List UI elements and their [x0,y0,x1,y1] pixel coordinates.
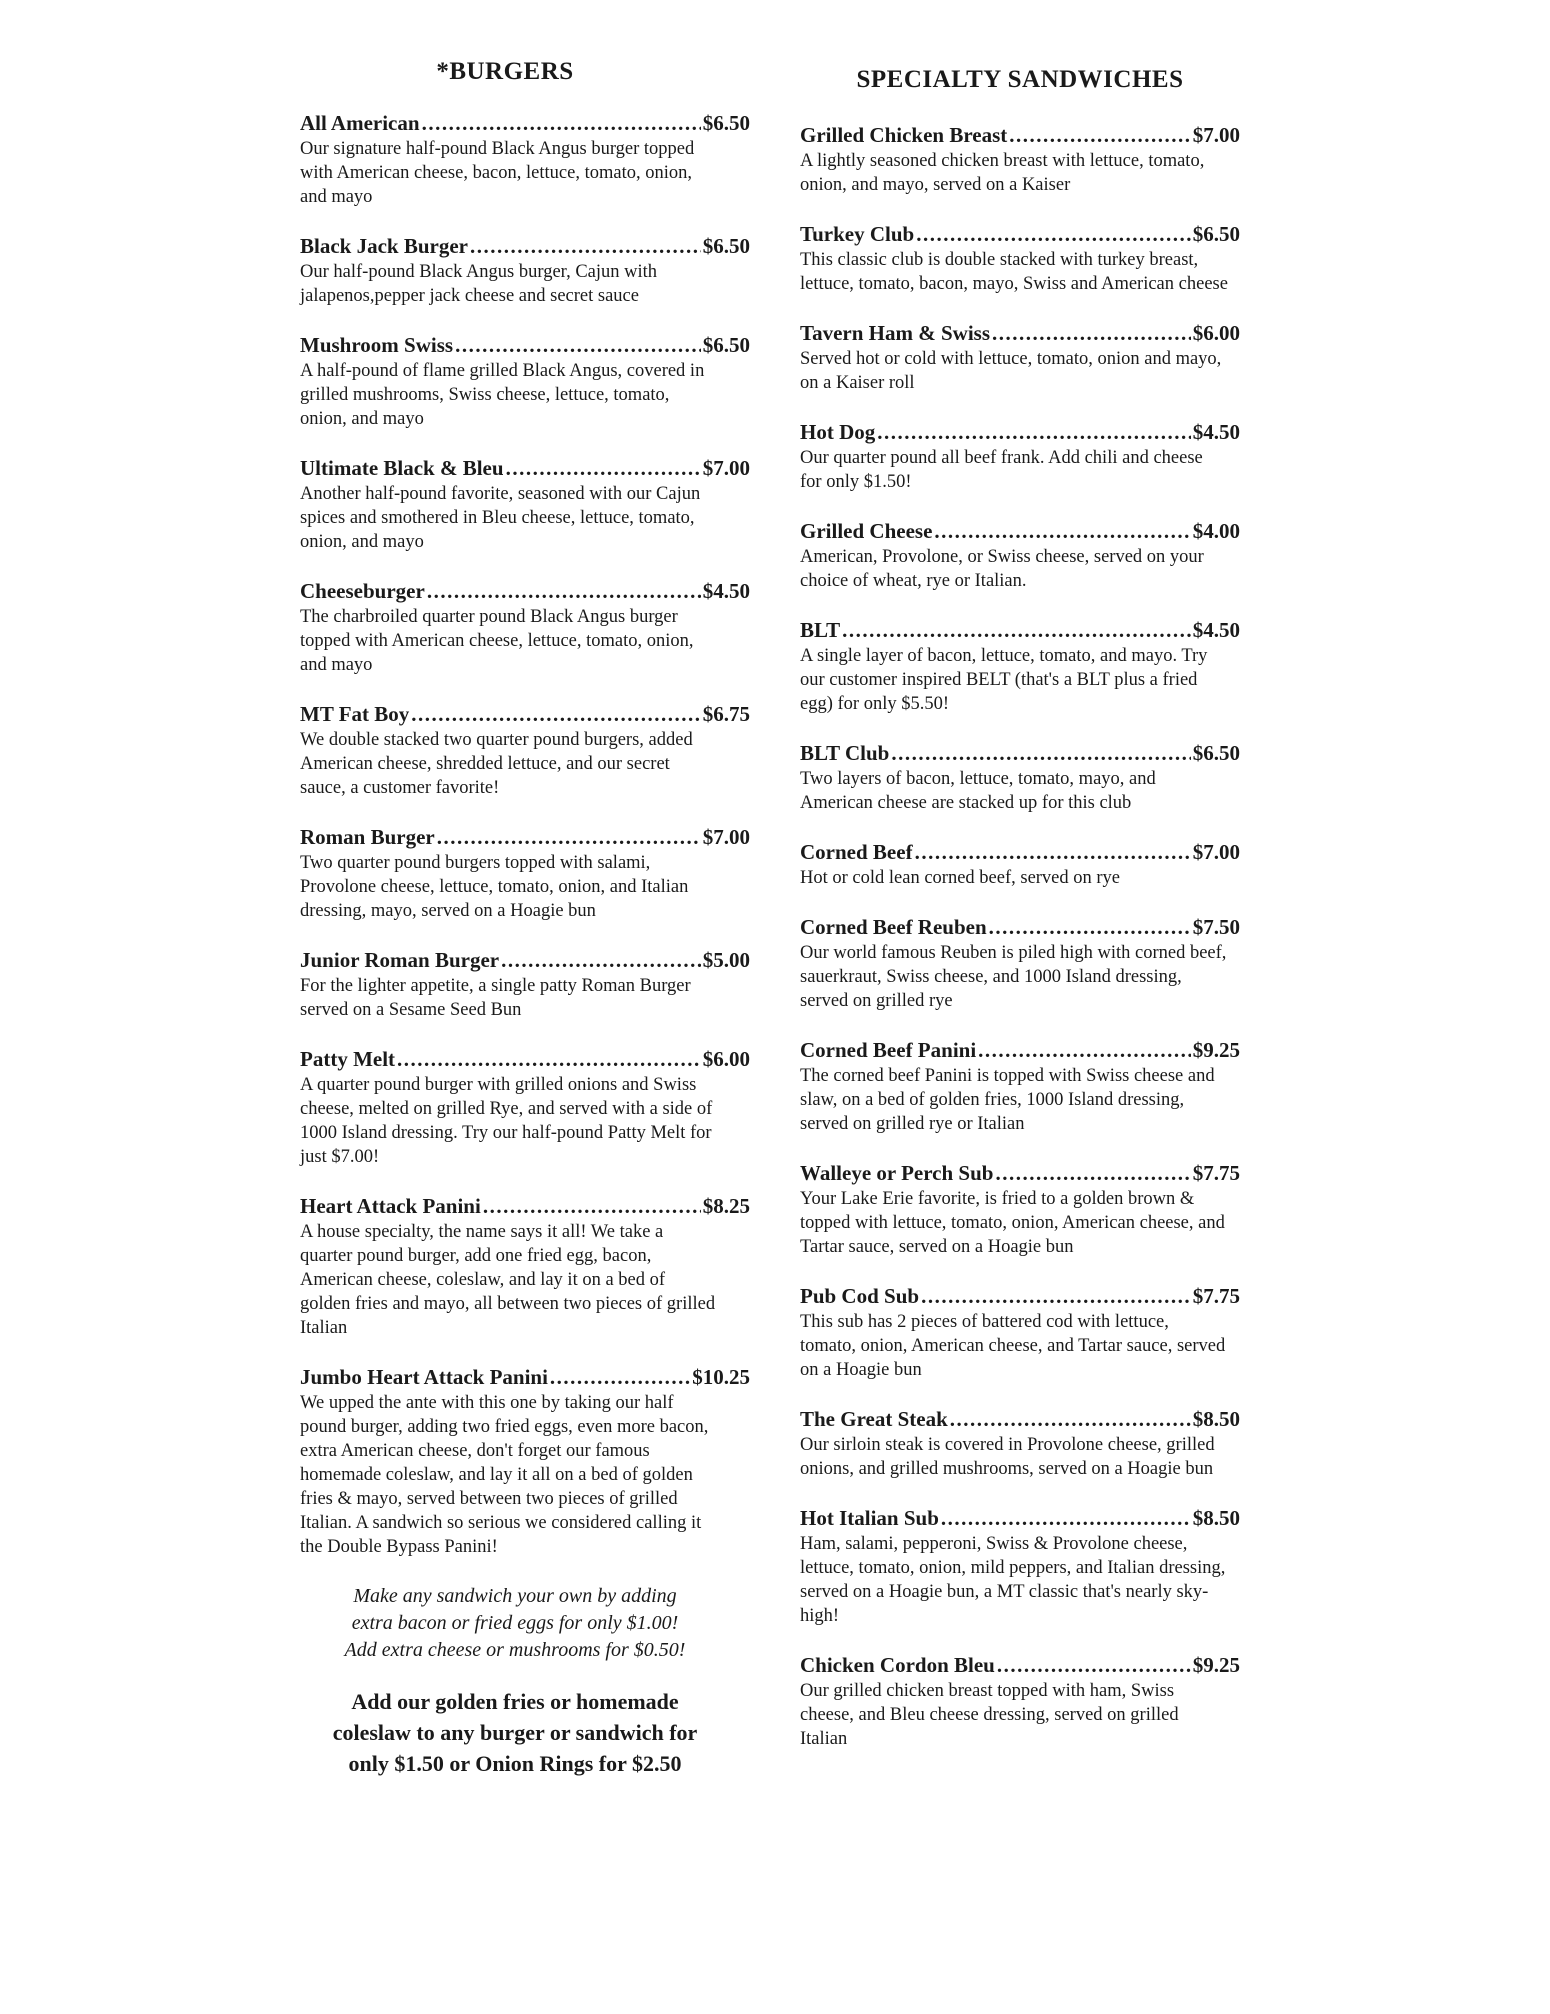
menu-item [800,419,1240,494]
menu-item-price: $6.50 [702,333,750,357]
menu-item-name: MT Fat Boy [300,702,410,726]
burgers-section-title: *BURGERS [436,58,574,85]
menu-item-header [800,617,1240,643]
menu-item-price: $9.25 [1192,1038,1240,1062]
note-line: Make any sandwich your own by adding [353,1585,677,1607]
dot-leader [411,701,700,727]
menu-item-price: $8.50 [1192,1407,1240,1431]
menu-item-description: Two layers of bacon, lettuce, tomato, mayo, and American cheese are stacked up for this club [800,769,1156,813]
menu-item-name: Corned Beef [800,840,913,864]
addon-line: only $1.50 or Onion Rings for $2.50 [348,1751,682,1776]
menu-item-name: Mushroom Swiss [300,333,454,357]
menu-item-description: Ham, salami, pepperoni, Swiss & Provolone cheese, lettuce, tomato, onion, mild peppers, and Italian dressing, served on a Hoagie bun, a MT classic that's nearly sky-high! [800,1534,1226,1626]
menu-item-description: A quarter pound burger with grilled onions and Swiss cheese, melted on grilled Rye, and served with a side of 1000 Island dressing. Try our half-pound Patty Melt for just $7.00! [300,1075,713,1167]
menu-item-header [300,578,750,604]
menu-item [800,518,1240,593]
menu-item-description: This sub has 2 pieces of battered cod with lettuce, tomato, onion, American cheese, and Tartar sauce, served on a Hoagie bun [800,1312,1226,1380]
menu-item-price: $4.50 [702,579,750,603]
menu-item-header [800,1406,1240,1432]
menu-item-name: Corned Beef Reuben [800,915,987,939]
note-line: extra bacon or fried eggs for only $1.00! [351,1612,679,1634]
menu-item-header [300,110,750,136]
menu-item-description: Two quarter pound burgers topped with salami, Provolone cheese, lettuce, tomato, onion, and Italian dressing, mayo, served on a Hoagie bun [300,853,689,921]
menu-item-header [800,320,1240,346]
dot-leader [501,947,701,973]
menu-item-name: Grilled Chicken Breast [800,123,1008,147]
menu-item-header [800,122,1240,148]
menu-item-price: $7.00 [702,456,750,480]
menu-item-header [300,701,750,727]
menu-item-header [800,221,1240,247]
menu-item-header [300,233,750,259]
dot-leader [941,1505,1191,1531]
dot-leader [989,914,1191,940]
menu-item-description: Our world famous Reuben is piled high with corned beef, sauerkraut, Swiss cheese, and 1000 Island dressing, served on grilled rye [800,943,1227,1011]
menu-item-name: Junior Roman Burger [300,948,500,972]
menu-item-name: Hot Dog [800,420,876,444]
menu-item-price: $6.50 [1192,741,1240,765]
menu-item [300,455,750,554]
menu-item-price: $4.50 [1192,618,1240,642]
menu-item [300,1193,750,1340]
dot-leader [950,1406,1191,1432]
menu-item-header [800,1037,1240,1063]
dot-leader [470,233,701,259]
menu-item-description: Our signature half-pound Black Angus burger topped with American cheese, bacon, lettuce, tomato, onion, and mayo [300,139,695,207]
menu-item-header [300,1364,750,1390]
menu-item-name: BLT [800,618,841,642]
menu-item [800,617,1240,716]
dot-leader [437,824,701,850]
menu-item-price: $8.50 [1192,1506,1240,1530]
dot-leader [891,740,1190,766]
menu-item-description: A half-pound of flame grilled Black Angus, covered in grilled mushrooms, Swiss cheese, lettuce, tomato, onion, and mayo [300,361,705,429]
dot-leader [978,1037,1191,1063]
menu-item-price: $7.50 [1192,915,1240,939]
burgers-column [300,58,750,1779]
menu-item [300,1364,750,1559]
menu-item-price: $6.50 [702,234,750,258]
menu-item-header [800,839,1240,865]
menu-item-name: Roman Burger [300,825,435,849]
menu-item-price: $5.00 [702,948,750,972]
dot-leader [427,578,701,604]
menu-item-price: $6.00 [702,1047,750,1071]
menu-item-header [300,1046,750,1072]
menu-item-description: For the lighter appetite, a single patty Roman Burger served on a Sesame Seed Bun [300,976,691,1020]
menu-item-name: The Great Steak [800,1407,948,1431]
menu-item-name: Turkey Club [800,222,915,246]
dot-leader [483,1193,701,1219]
menu-item-price: $7.75 [1192,1284,1240,1308]
dot-leader [397,1046,701,1072]
menu-item [300,701,750,800]
menu-item-header [800,914,1240,940]
note-line: Add extra cheese or mushrooms for $0.50! [344,1639,686,1661]
menu-item-description: We upped the ante with this one by taking our half pound burger, adding two fried eggs, even more bacon, extra American cheese, don't forget our famous homemade coleslaw, and lay it all on a bed of golden fries & mayo, served between two pieces of grilled Italian. A sandwich so serious we considered calling it the Double Bypass Panini! [300,1393,709,1557]
addon-line: Add our golden fries or homemade [351,1689,679,1714]
menu-item-price: $6.50 [1192,222,1240,246]
menu-item-price: $9.25 [1192,1653,1240,1677]
menu-item-header [300,455,750,481]
dot-leader [877,419,1191,445]
menu-item-description: Our sirloin steak is covered in Provolone cheese, grilled onions, and grilled mushrooms, served on a Hoagie bun [800,1435,1215,1479]
menu-item [800,740,1240,815]
menu-item-price: $6.00 [1192,321,1240,345]
dot-leader [992,320,1191,346]
menu-item [800,1283,1240,1382]
menu-item [300,824,750,923]
menu-item [300,110,750,209]
menu-item-name: Cheeseburger [300,579,425,603]
menu-item-description: Our grilled chicken breast topped with ham, Swiss cheese, and Bleu cheese dressing, served on grilled Italian [800,1681,1179,1749]
menu-item-header [800,419,1240,445]
menu-item-description: A single layer of bacon, lettuce, tomato, and mayo. Try our customer inspired BELT (that's a BLT plus a fried egg) for only $5.50! [800,646,1208,714]
sandwiches-column [800,58,1240,1775]
menu-item [800,1037,1240,1136]
menu-item-price: $6.50 [702,111,750,135]
dot-leader [506,455,701,481]
menu-item-header [300,947,750,973]
menu-item-price: $7.75 [1192,1161,1240,1185]
menu-item-price: $8.25 [702,1194,750,1218]
dot-leader [916,221,1191,247]
menu-item-name: Pub Cod Sub [800,1284,920,1308]
menu-item [300,332,750,431]
menu-item-name: Walleye or Perch Sub [800,1161,994,1185]
menu-item [300,1046,750,1169]
menu-item-header [800,1505,1240,1531]
menu-item-description: This classic club is double stacked with turkey breast, lettuce, tomato, bacon, mayo, Swiss and American cheese [800,250,1228,294]
menu-item [800,914,1240,1013]
menu-item-description: We double stacked two quarter pound burgers, added American cheese, shredded lettuce, and our secret sauce, a customer favorite! [300,730,693,798]
menu-item [300,233,750,308]
menu-item [800,320,1240,395]
sides-addon-note [300,1686,750,1779]
dot-leader [842,617,1191,643]
menu-item-price: $7.00 [1192,123,1240,147]
menu-item-price: $4.50 [1192,420,1240,444]
menu-item [800,1160,1240,1259]
menu-item [800,1652,1240,1751]
menu-item-name: Patty Melt [300,1047,396,1071]
dot-leader [995,1160,1190,1186]
menu-item-description: Your Lake Erie favorite, is fried to a golden brown & topped with lettuce, tomato, onion, American cheese, and Tartar sauce, served on a Hoagie bun [800,1189,1225,1257]
menu-item [800,221,1240,296]
menu-item-description: Served hot or cold with lettuce, tomato, onion and mayo, on a Kaiser roll [800,349,1222,393]
menu-item [300,947,750,1022]
menu-item [800,1505,1240,1628]
menu-item-header [800,1160,1240,1186]
menu-item-description: The corned beef Panini is topped with Swiss cheese and slaw, on a bed of golden fries, 1000 Island dressing, served on grilled rye or Italian [800,1066,1215,1134]
menu-item-price: $7.00 [1192,840,1240,864]
menu-item [300,578,750,677]
menu-item-price: $7.00 [702,825,750,849]
dot-leader [455,332,701,358]
menu-item-description: Hot or cold lean corned beef, served on rye [800,868,1121,888]
menu-item-name: Ultimate Black & Bleu [300,456,504,480]
burgers-list [300,110,750,1559]
menu-item [800,122,1240,197]
menu-item-header [800,1283,1240,1309]
dot-leader [550,1364,690,1390]
menu-item-header [800,518,1240,544]
menu-item-description: The charbroiled quarter pound Black Angus burger topped with American cheese, lettuce, tomato, onion, and mayo [300,607,694,675]
menu-item-name: Tavern Ham & Swiss [800,321,990,345]
dot-leader [921,1283,1191,1309]
sandwiches-section-title: SPECIALTY SANDWICHES [856,66,1184,93]
menu-item-header [300,332,750,358]
menu-item-header [800,740,1240,766]
menu-item-name: Heart Attack Panini [300,1194,481,1218]
menu-item-description: A lightly seasoned chicken breast with lettuce, tomato, onion, and mayo, served on a Kaiser [800,151,1205,195]
menu-item-description: Our half-pound Black Angus burger, Cajun with jalapenos,pepper jack cheese and secret sauce [300,262,658,306]
dot-leader [997,1652,1191,1678]
sandwiches-list [800,122,1240,1751]
dot-leader [422,110,701,136]
menu-item-price: $10.25 [692,1365,750,1389]
menu-item-name: BLT Club [800,741,890,765]
menu-item-description: Another half-pound favorite, seasoned with our Cajun spices and smothered in Bleu cheese, lettuce, tomato, onion, and mayo [300,484,701,552]
menu-item-name: Black Jack Burger [300,234,468,258]
customize-note [300,1583,750,1664]
menu-item-description: Our quarter pound all beef frank. Add chili and cheese for only $1.50! [800,448,1203,492]
dot-leader [1009,122,1190,148]
menu-item-name: Jumbo Heart Attack Panini [300,1365,548,1389]
menu-item-header [300,1193,750,1219]
menu-item-price: $6.75 [702,702,750,726]
dot-leader [915,839,1191,865]
menu-item [800,839,1240,890]
menu-item-header [300,824,750,850]
menu-item-name: Hot Italian Sub [800,1506,939,1530]
menu-item [800,1406,1240,1481]
menu-item-description: A house specialty, the name says it all! We take a quarter pound burger, add one fried egg, bacon, American cheese, coleslaw, and lay it on a bed of golden fries and mayo, all between two pieces of grilled Italian [300,1222,716,1338]
menu-item-name: All American [300,111,420,135]
dot-leader [934,518,1190,544]
menu-item-price: $4.00 [1192,519,1240,543]
menu-item-name: Grilled Cheese [800,519,933,543]
menu-item-name: Corned Beef Panini [800,1038,977,1062]
menu-item-description: American, Provolone, or Swiss cheese, served on your choice of wheat, rye or Italian. [800,547,1204,591]
menu-item-name: Chicken Cordon Bleu [800,1653,995,1677]
addon-line: coleslaw to any burger or sandwich for [332,1720,698,1745]
menu-item-header [800,1652,1240,1678]
